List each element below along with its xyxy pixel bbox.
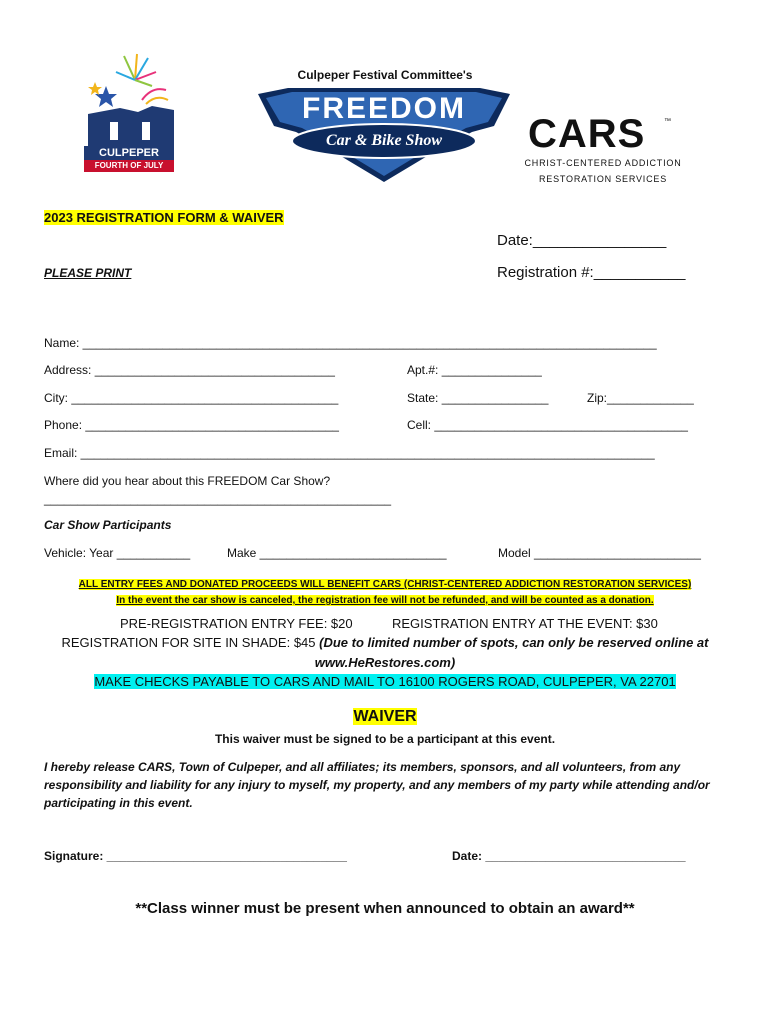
shade-fee: REGISTRATION FOR SITE IN SHADE: $45 — [61, 635, 316, 650]
fourth-of-july-banner: FOURTH OF JULY — [84, 160, 174, 172]
award-notice: **Class winner must be present when announced to obtain an award** — [135, 900, 635, 917]
name-field[interactable]: Name: ______________________________________________________________________________________ — [44, 336, 657, 350]
pre-registration-fee: PRE-REGISTRATION ENTRY FEE: $20 — [120, 616, 353, 631]
state-field[interactable]: State: ________________ — [407, 391, 549, 405]
event-registration-fee: REGISTRATION ENTRY AT THE EVENT: $30 — [392, 616, 658, 631]
address-field[interactable]: Address: ____________________________________ — [44, 363, 335, 377]
notice-line2: In the event the car show is canceled, the registration fee will not be refunded, and will be counted as a donation. — [116, 595, 654, 606]
zip-field[interactable]: Zip:_____________ — [587, 391, 694, 405]
cars-logo-tm: ™ — [664, 118, 671, 125]
vehicle-make-field[interactable]: Make ____________________________ — [227, 546, 447, 560]
please-print-label: PLEASE PRINT — [44, 266, 132, 280]
committee-title: Culpeper Festival Committee's — [297, 68, 473, 82]
waiver-subtitle: This waiver must be signed to be a participant at this event. — [214, 732, 556, 746]
participants-heading: Car Show Participants — [44, 518, 172, 532]
date-field[interactable]: Date:________________ — [497, 232, 667, 249]
registration-number-field[interactable]: Registration #:___________ — [497, 264, 686, 281]
cell-field[interactable]: Cell: ______________________________________ — [407, 418, 688, 432]
vehicle-model-field[interactable]: Model _________________________ — [498, 546, 701, 560]
culpeper-banner: CULPEPER — [84, 146, 174, 160]
checks-line-wrap — [0, 674, 770, 689]
freedom-logo-subtitle: Car & Bike Show — [325, 132, 443, 149]
freedom-logo-title: FREEDOM — [302, 92, 466, 125]
apt-field[interactable]: Apt.#: _______________ — [407, 363, 542, 377]
shade-fee-note: (Due to limited number of spots, can only be reserved online at — [319, 635, 709, 650]
city-field[interactable]: City: ________________________________________ — [44, 391, 339, 405]
waiver-title: WAIVER — [353, 708, 417, 725]
notice-line1: ALL ENTRY FEES AND DONATED PROCEEDS WILL BENEFIT CARS (CHRIST-CENTERED ADDICTION RESTORATION SERVICES) — [78, 579, 692, 590]
shade-fee-line — [0, 635, 770, 650]
waiver-title-wrap — [0, 708, 770, 726]
website-link[interactable]: www.HeRestores.com) — [314, 655, 456, 670]
phone-field[interactable]: Phone: ______________________________________ — [44, 418, 339, 432]
email-field[interactable]: Email: ______________________________________________________________________________________ — [44, 446, 655, 460]
hear-about-field[interactable]: ____________________________________________________ — [44, 492, 392, 506]
checks-payable-line: MAKE CHECKS PAYABLE TO CARS AND MAIL TO 16100 ROGERS ROAD, CULPEPER, VA 22701 — [94, 674, 676, 689]
vehicle-year-field[interactable]: Vehicle: Year ___________ — [44, 546, 191, 560]
waiver-body: I hereby release CARS, Town of Culpeper, and all affiliates; its members, sponsors, and all volunteers, from any responsibility and liability for any injury to myself, my property, and any members of my party while attending and/or participating in this event. — [44, 760, 710, 810]
hear-about-question: Where did you hear about this FREEDOM Car Show? — [44, 474, 331, 488]
waiver-date-field[interactable]: Date: ______________________________ — [452, 849, 686, 863]
cars-logo-line2: RESTORATION SERVICES — [538, 174, 668, 184]
signature-field[interactable]: Signature: ____________________________________ — [44, 849, 347, 863]
cars-logo-name: CARS — [528, 112, 646, 156]
form-title: 2023 REGISTRATION FORM & WAIVER — [44, 210, 284, 225]
notice-line2-wrap — [0, 590, 770, 608]
cars-logo-line1: CHRIST-CENTERED ADDICTION — [524, 158, 682, 168]
